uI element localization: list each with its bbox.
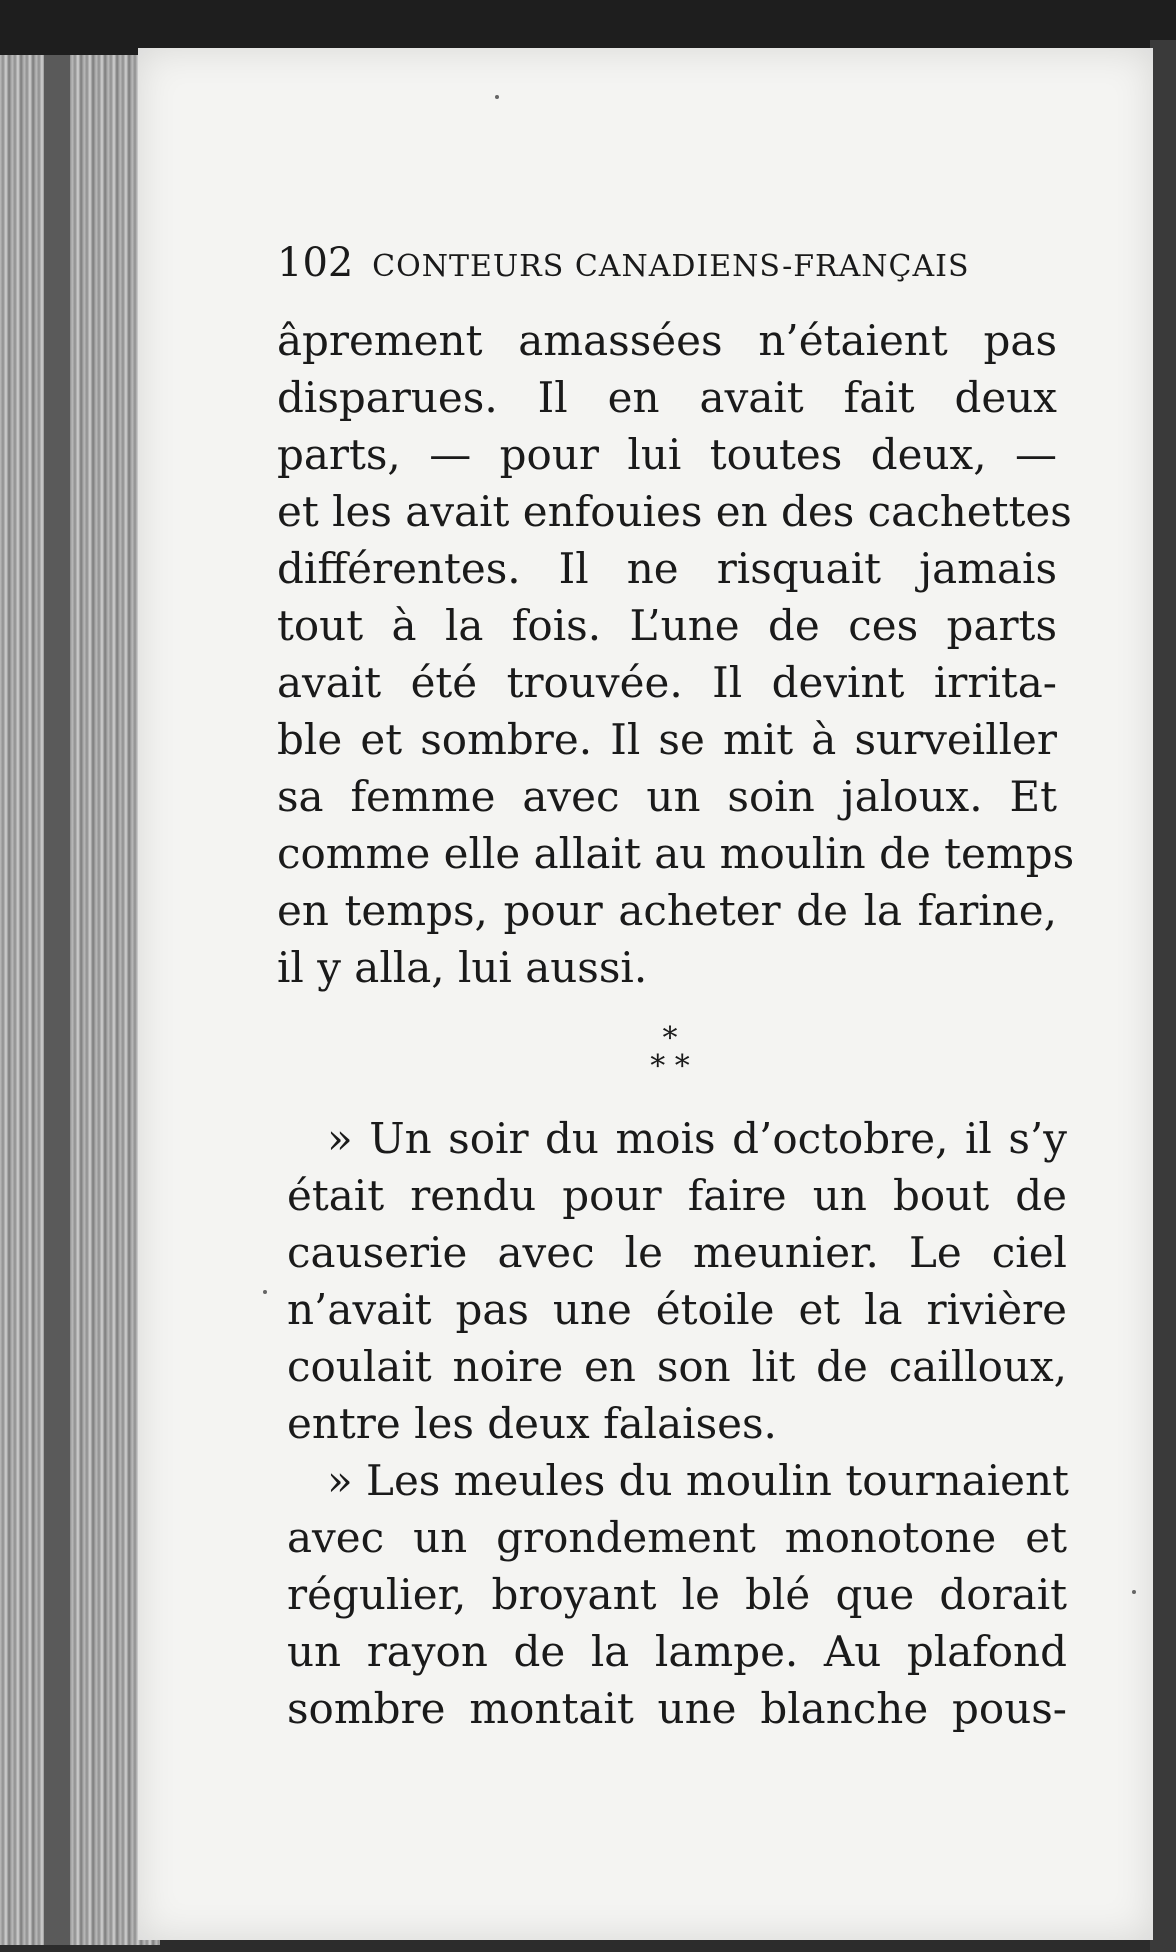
text-line: ble et sombre. Il se mit à surveiller bbox=[277, 715, 1057, 764]
text-line: avec un grondement monotone et bbox=[287, 1513, 1067, 1562]
book-page-edges bbox=[0, 55, 160, 1945]
text-line: et les avait enfouies en des cachettes bbox=[277, 487, 1072, 536]
running-title: CONTEURS CANADIENS-FRANÇAIS bbox=[372, 249, 970, 284]
text-line: causerie avec le meunier. Le ciel bbox=[287, 1228, 1067, 1277]
scan-speck bbox=[495, 95, 499, 99]
text-line: n’avait pas une étoile et la rivière bbox=[287, 1285, 1067, 1334]
scan-speck bbox=[1132, 1590, 1136, 1594]
text-line: parts, — pour lui toutes deux, — bbox=[277, 430, 1057, 479]
text-line: » Un soir du mois d’octobre, il s’y bbox=[327, 1114, 1067, 1163]
text-line: en temps, pour acheter de la farine, bbox=[277, 886, 1057, 935]
section-separator-asterism bbox=[620, 1021, 720, 1095]
text-line: un rayon de la lampe. Au plafond bbox=[287, 1627, 1067, 1676]
text-line: comme elle allait au moulin de temps bbox=[277, 829, 1075, 878]
text-line: différentes. Il ne risquait jamais bbox=[277, 544, 1057, 593]
running-header bbox=[277, 240, 1057, 300]
text-line: avait été trouvée. Il devint irrita- bbox=[277, 658, 1057, 707]
book-spine-shadow bbox=[44, 55, 70, 1945]
text-line: sa femme avec un soin jaloux. Et bbox=[277, 772, 1057, 821]
asterism-bottom: * * bbox=[650, 1049, 690, 1084]
text-line: disparues. Il en avait fait deux bbox=[277, 373, 1057, 422]
page-number: 102 bbox=[277, 240, 354, 286]
text-line: âprement amassées n’étaient pas bbox=[277, 316, 1057, 365]
scan-right-border bbox=[1150, 40, 1176, 1952]
text-line: entre les deux falaises. bbox=[287, 1399, 777, 1448]
text-line: sombre montait une blanche pous- bbox=[287, 1684, 1067, 1733]
text-line: coulait noire en son lit de cailloux, bbox=[287, 1342, 1067, 1391]
text-line: » Les meules du moulin tournaient bbox=[327, 1456, 1069, 1505]
text-line: il y alla, lui aussi. bbox=[277, 943, 648, 992]
paragraph-2 bbox=[287, 1110, 1067, 1737]
scan-speck bbox=[263, 1290, 267, 1294]
paragraph-1 bbox=[277, 312, 1075, 996]
asterism-top: * bbox=[662, 1021, 678, 1056]
text-line: régulier, broyant le blé que dorait bbox=[287, 1570, 1067, 1619]
text-line: tout à la fois. L’une de ces parts bbox=[277, 601, 1057, 650]
text-line: était rendu pour faire un bout de bbox=[287, 1171, 1067, 1220]
